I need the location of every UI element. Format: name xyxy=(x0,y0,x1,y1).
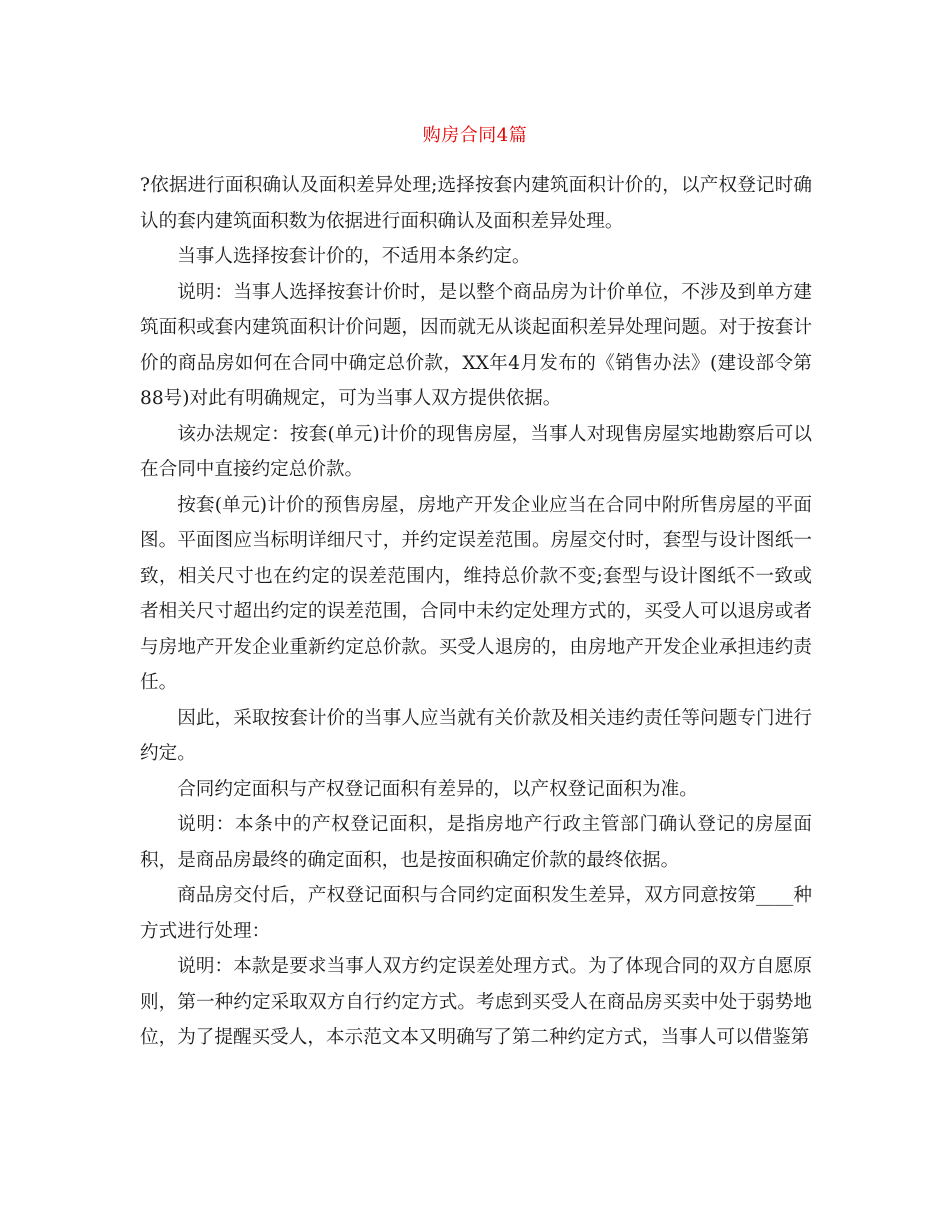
paragraph-5: 按套(单元)计价的预售房屋，房地产开发企业应当在合同中附所售房屋的平面图。平面图应当标明详细尺寸，并约定误差范围。房屋交付时，套型与设计图纸一致，相关尺寸也在约定的误差范围内，维持总价款不变;套型与设计图纸不一致或者相关尺寸超出约定的误差范围，合同中未约定处理方式的，买受人可以退房或者与房地产开发企业重新约定总价款。买受人退房的，由房地产开发企业承担违约责任。 xyxy=(140,494,812,693)
paragraph-4: 该办法规定：按套(单元)计价的现售房屋，当事人对现售房屋实地勘察后可以在合同中直接约定总价款。 xyxy=(140,423,812,480)
paragraph-2: 当事人选择按套计价的，不适用本条约定。 xyxy=(177,246,531,267)
paragraph-1: ?依据进行面积确认及面积差异处理;选择按套内建筑面积计价的，以产权登记时确认的套内建筑面积数为依据进行面积确认及面积差异处理。 xyxy=(140,175,812,232)
paragraph-6: 因此，采取按套计价的当事人应当就有关价款及相关违约责任等问题专门进行约定。 xyxy=(140,707,812,764)
paragraph-8: 说明：本条中的产权登记面积，是指房地产行政主管部门确认登记的房屋面积，是商品房最终的确定面积，也是按面积确定价款的最终依据。 xyxy=(140,814,812,871)
paragraph-10: 说明：本款是要求当事人双方约定误差处理方式。为了体现合同的双方自愿原则，第一种约定采取双方自行约定方式。考虑到买受人在商品房买卖中处于弱势地位，为了提醒买受人，本示范文本又明确写了第二种约定方式，当事人可以借鉴第 xyxy=(140,956,812,1048)
document-body xyxy=(140,168,812,1056)
paragraph-9: 商品房交付后，产权登记面积与合同约定面积发生差异，双方同意按第____种方式进行处理： xyxy=(140,885,812,942)
paragraph-7: 合同约定面积与产权登记面积有差异的，以产权登记面积为准。 xyxy=(177,778,698,800)
paragraph-3: 说明：当事人选择按套计价时，是以整个商品房为计价单位，不涉及到单方建筑面积或套内建筑面积计价问题，因而就无从谈起面积差异处理问题。对于按套计价的商品房如何在合同中确定总价款，XX年4月发布的《销售办法》(建设部令第88号)对此有明确规定，可为当事人双方提供依据。 xyxy=(140,281,812,409)
document-title: 购房合同4篇 xyxy=(422,125,528,146)
